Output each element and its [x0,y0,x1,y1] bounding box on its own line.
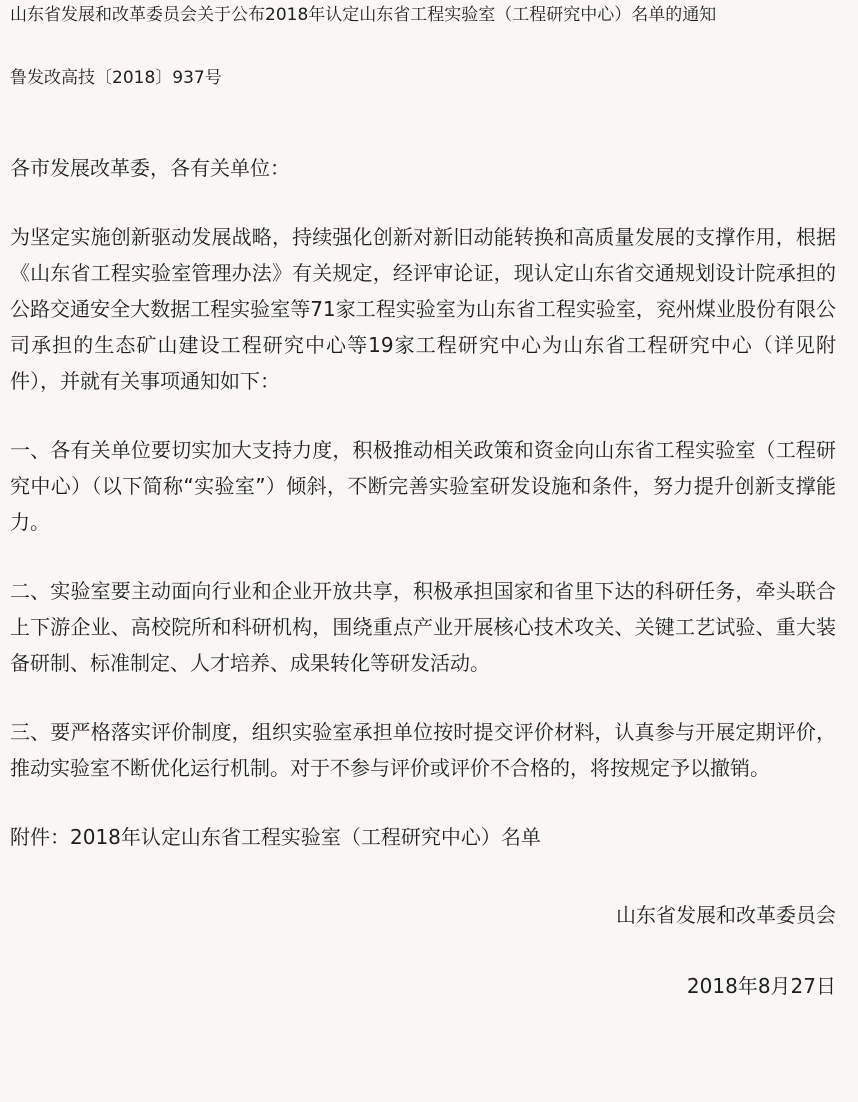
paragraph-item-1: 一、各有关单位要切实加大支持力度，积极推动相关政策和资金向山东省工程实验室（工程研究中心）（以下简称“实验室”）倾斜，不断完善实验室研发设施和条件，努力提升创新支撑能力。 [10,438,836,534]
document-number: 鲁发改高技〔2018〕937号 [10,68,222,88]
attachment-line: 附件：2018年认定山东省工程实验室（工程研究中心）名单 [10,825,541,849]
salutation: 各市发展改革委，各有关单位： [10,156,290,180]
document-title: 山东省发展和改革委员会关于公布2018年认定山东省工程实验室（工程研究中心）名单的通知 [10,5,717,25]
document-page [0,3,858,1102]
paragraph-item-3: 三、要严格落实评价制度，组织实验室承担单位按时提交评价材料，认真参与开展定期评价，推动实验室不断优化运行机制。对于不参与评价或评价不合格的，将按规定予以撤销。 [10,720,836,780]
paragraph-intro: 为坚定实施创新驱动发展战略，持续强化创新对新旧动能转换和高质量发展的支撑作用，根据《山东省工程实验室管理办法》有关规定，经评审论证，现认定山东省交通规划设计院承担的公路交通安全大数据工程实验室等71家工程实验室为山东省工程实验室，兖州煤业股份有限公司承担的生态矿山建设工程研究中心等19家工程研究中心为山东省工程研究中心（详见附件），并就有关事项通知如下： [10,225,836,393]
issue-date: 2018年8月27日 [686,974,836,998]
signer: 山东省发展和改革委员会 [616,903,836,927]
paragraph-item-2: 二、实验室要主动面向行业和企业开放共享，积极承担国家和省里下达的科研任务，牵头联合上下游企业、高校院所和科研机构，围绕重点产业开展核心技术攻关、关键工艺试验、重大装备研制、标准制定、人才培养、成果转化等研发活动。 [10,579,836,675]
